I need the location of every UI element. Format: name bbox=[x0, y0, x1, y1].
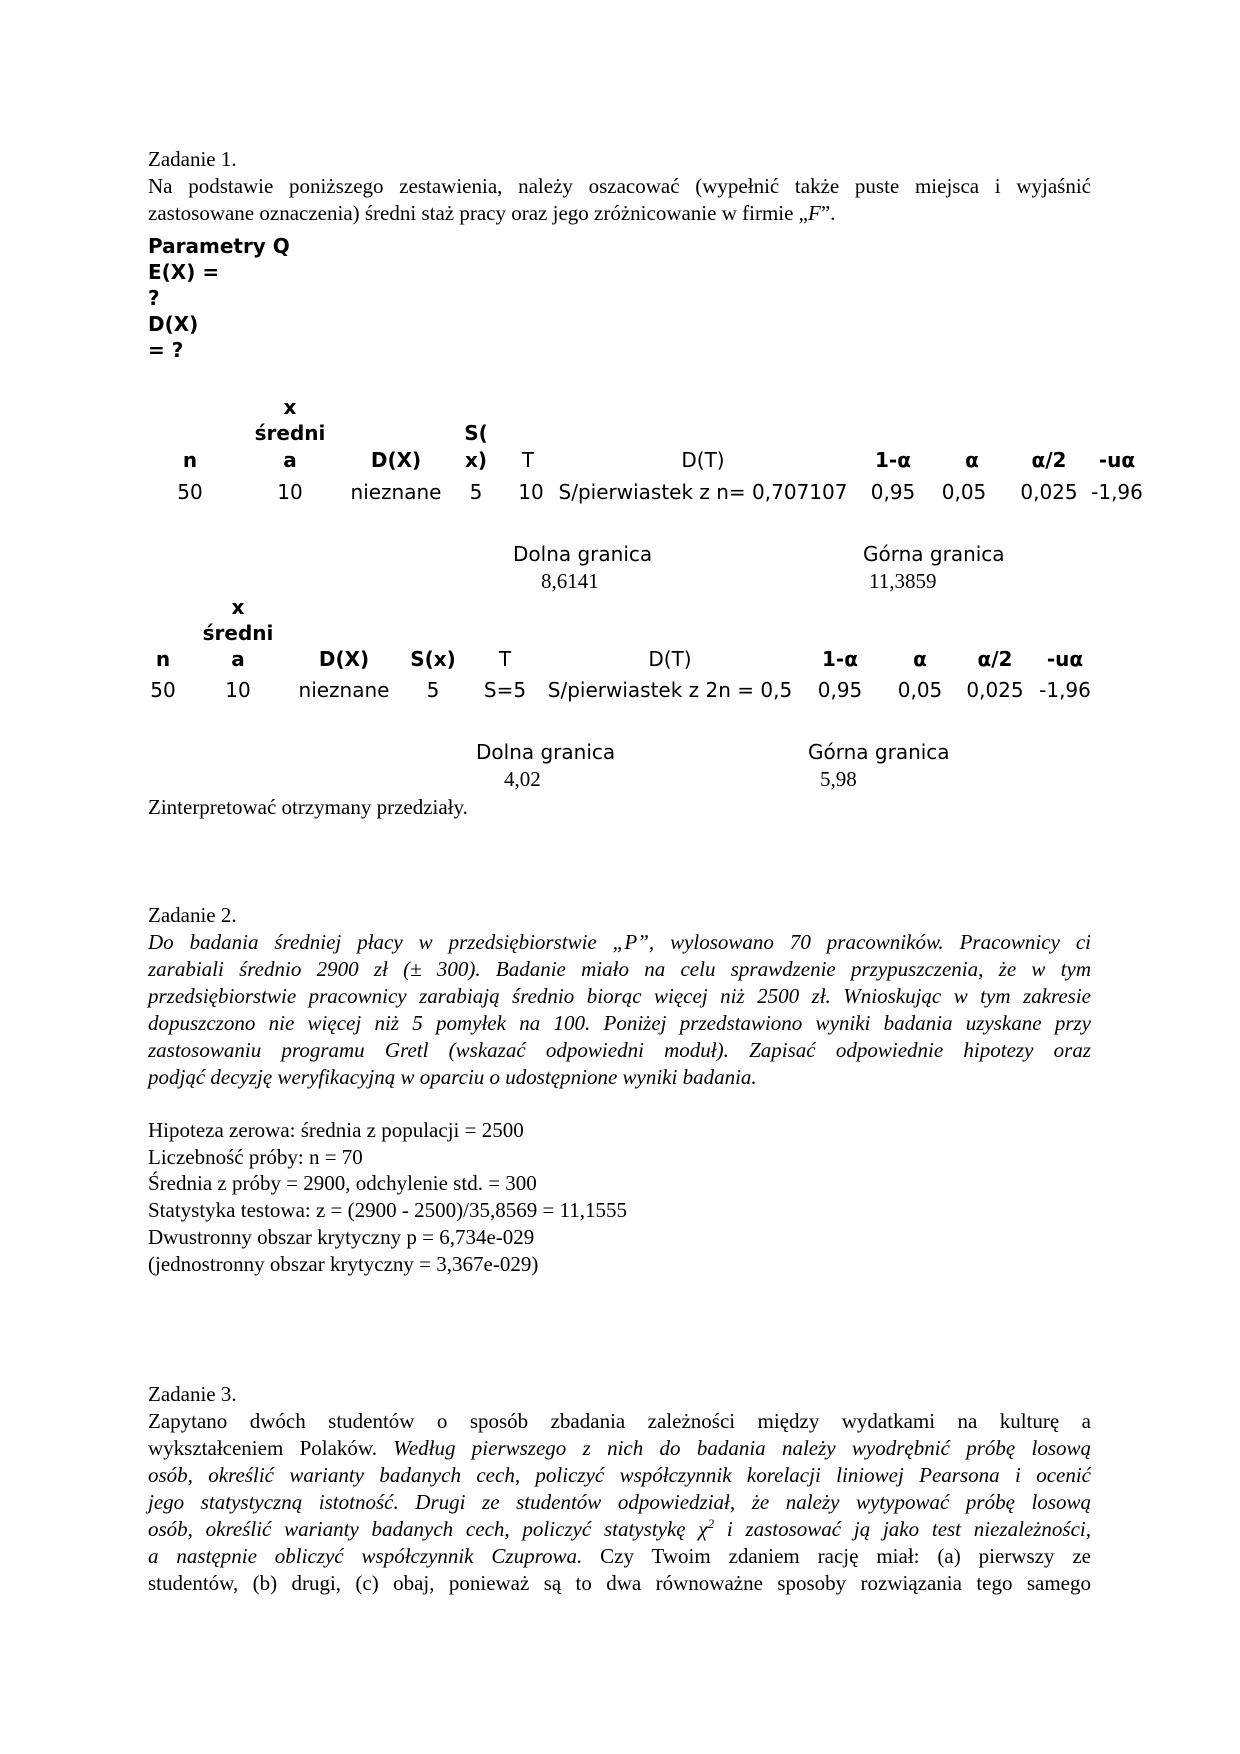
table1-header-alpha-half: α/2 bbox=[1031, 448, 1067, 472]
table1-header-n: n bbox=[182, 448, 198, 472]
task2-result-1: Hipoteza zerowa: średnia z populacji = 2500 bbox=[148, 1118, 524, 1142]
task3-line-4: jego statystyczną istotność. Drugi ze studentów odpowiedział, że należy wytypować próbę losową bbox=[148, 1490, 1091, 1514]
table2-header-alpha: α bbox=[913, 647, 927, 671]
table1-cell-sx: 5 bbox=[469, 480, 483, 504]
task3-line-5: osób, określić warianty badanych cech, policzyć statystykę $\chi^2$ i zastosować ją jako test niezależności, bbox=[148, 1516, 1091, 1541]
table1-header-x-line2: średni bbox=[254, 421, 326, 445]
table2-header-t: T bbox=[498, 647, 512, 671]
task3-line-7: studentów, (b) drugi, (c) obaj, ponieważ są to dwa równoważne sposoby rozwiązania tego samego bbox=[148, 1571, 1091, 1595]
table1-cell-t: 10 bbox=[518, 480, 544, 504]
task2-line-1: Do badania średniej płacy w przedsiębiorstwie „P”, wylosowano 70 pracowników. Pracownicy ci bbox=[148, 930, 1091, 954]
table2-lower-value: 4,02 bbox=[504, 767, 541, 791]
table1-header-x-line3: a bbox=[283, 448, 297, 472]
table1-cell-alpha-half: 0,025 bbox=[1020, 480, 1078, 504]
task3-line-3: osób, określić warianty badanych cech, policzyć współczynnik korelacji liniowej Pearsona i ocenić bbox=[148, 1463, 1091, 1487]
task2-line-3: przedsiębiorstwie pracownicy zarabiają średnio biorąc więcej niż 2500 zł. Wnioskując w tym zakresie bbox=[148, 984, 1091, 1008]
table1-header-u-alpha: -uα bbox=[1098, 448, 1136, 472]
table2-header-dt: D(T) bbox=[648, 647, 692, 671]
task2-line-6: podjąć decyzję weryfikacyjną w oparciu o udostępnione wyniki badania. bbox=[148, 1065, 757, 1089]
task3-line-1: Zapytano dwóch studentów o sposób zbadania zależności między wydatkami na kulturę a bbox=[148, 1409, 1091, 1433]
task3-title: Zadanie 3. bbox=[148, 1382, 237, 1406]
table2-lower-label: Dolna granica bbox=[476, 740, 616, 764]
table1-header-x-line1: x bbox=[283, 395, 297, 419]
table2-cell-alpha-half: 0,025 bbox=[966, 678, 1024, 702]
table2-header-alpha-half: α/2 bbox=[977, 647, 1013, 671]
params-line-4: D(X) bbox=[148, 312, 199, 336]
table1-lower-value: 8,6141 bbox=[541, 569, 599, 593]
table1-header-dt: D(T) bbox=[681, 448, 725, 472]
task2-result-3: Średnia z próby = 2900, odchylenie std. = 300 bbox=[148, 1171, 537, 1195]
table2-cell-one-minus-alpha: 0,95 bbox=[817, 678, 863, 702]
table2-cell-sx: 5 bbox=[426, 678, 440, 702]
task1-intro-line2: zastosowane oznaczenia) średni staż pracy oraz jego zróżnicowanie w firmie „F”. bbox=[148, 201, 836, 225]
table1-header-sx-line1: S( bbox=[464, 421, 488, 445]
task2-line-4: dopuszczono nie więcej niż 5 pomyłek na 100. Poniżej przedstawiono wyniki badania uzyskane przy bbox=[148, 1011, 1091, 1035]
params-line-1: Parametry Q bbox=[148, 234, 290, 258]
task2-line-5: zastosowaniu programu Gretl (wskazać odpowiedni moduł). Zapisać odpowiednie hipotezy oraz bbox=[148, 1038, 1091, 1062]
task3-line-2: wykształceniem Polaków. Według pierwszego z nich do badania należy wyodrębnić próbę losową bbox=[148, 1436, 1092, 1460]
table1-header-sx-line2: x) bbox=[464, 448, 488, 472]
task2-result-5: Dwustronny obszar krytyczny p = 6,734e-029 bbox=[148, 1225, 535, 1249]
task2-title: Zadanie 2. bbox=[148, 903, 237, 927]
table1-header-dx: D(X) bbox=[370, 448, 422, 472]
task2-result-4: Statystyka testowa: z = (2900 - 2500)/35,8569 = 11,1555 bbox=[148, 1198, 628, 1222]
task2-result-6: (jednostronny obszar krytyczny = 3,367e-029) bbox=[148, 1252, 539, 1276]
table2-header-u-alpha: -uα bbox=[1046, 647, 1084, 671]
table2-cell-n: 50 bbox=[150, 678, 176, 702]
params-line-2: E(X) = bbox=[148, 260, 220, 284]
table2-header-dx: D(X) bbox=[318, 647, 370, 671]
table1-upper-value: 11,3859 bbox=[869, 569, 937, 593]
task1-closing: Zinterpretować otrzymany przedziały. bbox=[148, 795, 468, 819]
table2-cell-t: S=5 bbox=[483, 678, 527, 702]
table1-cell-dx: nieznane bbox=[350, 480, 442, 504]
table2-cell-dt: S/pierwiastek z 2n = 0,5 bbox=[547, 678, 793, 702]
table1-header-t: T bbox=[521, 448, 535, 472]
chi-symbol: χ bbox=[698, 1517, 708, 1541]
table2-cell-u-alpha: -1,96 bbox=[1039, 678, 1091, 702]
table1-cell-one-minus-alpha: 0,95 bbox=[870, 480, 916, 504]
table1-cell-dt: S/pierwiastek z n= 0,707107 bbox=[558, 480, 848, 504]
table2-header-x-line2: średni bbox=[202, 621, 274, 645]
task1-intro bbox=[148, 173, 1091, 227]
table2-header-n: n bbox=[155, 647, 171, 671]
table2-upper-value: 5,98 bbox=[820, 767, 857, 791]
table1-upper-label: Górna granica bbox=[863, 542, 1005, 566]
task2-result-2: Liczebność próby: n = 70 bbox=[148, 1145, 363, 1169]
task1-title: Zadanie 1. bbox=[148, 147, 237, 171]
table2-cell-x: 10 bbox=[225, 678, 251, 702]
table1-cell-u-alpha: -1,96 bbox=[1091, 480, 1143, 504]
table2-header-sx: S(x) bbox=[410, 647, 456, 671]
table1-lower-label: Dolna granica bbox=[513, 542, 653, 566]
table2-header-one-minus-alpha: 1-α bbox=[822, 647, 858, 671]
table1-cell-n: 50 bbox=[177, 480, 203, 504]
task3-problem bbox=[148, 1408, 1091, 1597]
params-line-5: = ? bbox=[148, 338, 184, 362]
table1-cell-alpha: 0,05 bbox=[941, 480, 987, 504]
table2-header-x-line3: a bbox=[231, 647, 245, 671]
task2-problem bbox=[148, 929, 1091, 1091]
task3-line-6: a następnie obliczyć współczynnik Czuprowa. Czy Twoim zdaniem rację miał: (a) pierwszy ze bbox=[148, 1544, 1091, 1568]
table2-upper-label: Górna granica bbox=[808, 740, 950, 764]
table2-header-x-line1: x bbox=[231, 595, 245, 619]
table1-header-alpha: α bbox=[965, 448, 979, 472]
task1-intro-line1: Na podstawie poniższego zestawienia, należy oszacować (wypełnić także puste miejsca i wyjaśnić bbox=[148, 174, 1091, 198]
table1-header-one-minus-alpha: 1-α bbox=[875, 448, 911, 472]
task2-line-2: zarabiali średnio 2900 zł (± 300). Badanie miało na celu sprawdzenie przypuszczenia, że w tym bbox=[148, 957, 1091, 981]
params-line-3: ? bbox=[148, 286, 160, 310]
table2-cell-alpha: 0,05 bbox=[897, 678, 943, 702]
table2-cell-dx: nieznane bbox=[298, 678, 390, 702]
table1-cell-x: 10 bbox=[277, 480, 303, 504]
